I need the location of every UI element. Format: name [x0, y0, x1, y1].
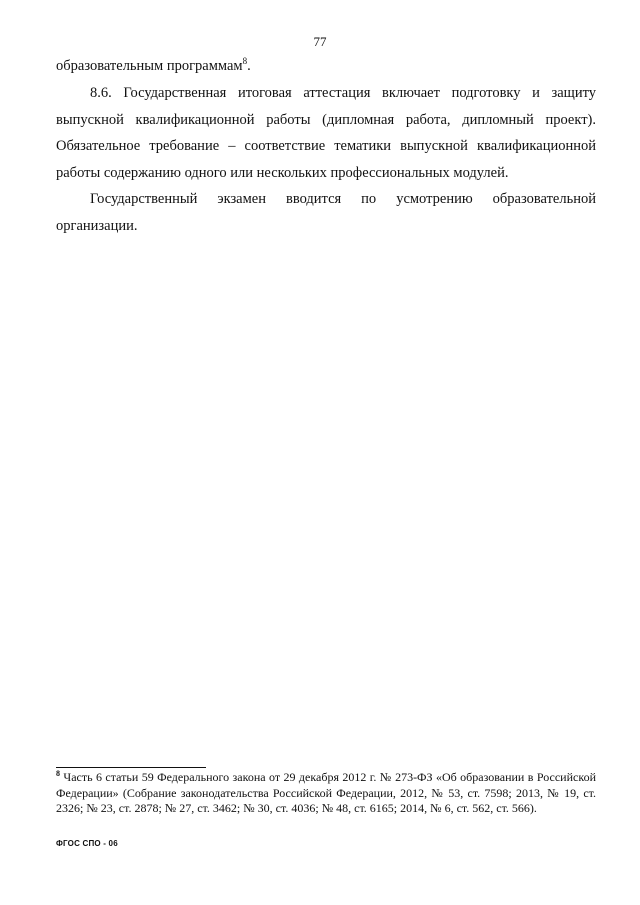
continuation-text: образовательным программам: [56, 58, 243, 74]
footnote: [56, 770, 596, 817]
main-text: [56, 80, 596, 239]
paragraph-exam: Государственный экзамен вводится по усмотрению образовательной организации.: [56, 191, 596, 234]
page-number: 77: [313, 34, 327, 49]
continuation-line: [56, 53, 596, 80]
paragraph-attestation: 8.6. Государственная итоговая аттестация включает подготовку и защиту выпускной квалификационной работы (дипломная работа, дипломный проект). Обязательное требование – соответствие тематики выпускной квалификационной работы содержанию одного или нескольких профессиональных модулей.: [56, 85, 596, 181]
footnote-separator: [56, 767, 206, 768]
footnote-mark: 8: [56, 769, 60, 778]
document-stamp: ФГОС СПО - 06: [56, 839, 118, 848]
continuation-period: .: [247, 58, 251, 74]
footnote-reference: 8: [242, 56, 248, 67]
footnote-text: Часть 6 статьи 59 Федерального закона от 29 декабря 2012 г. № 273-ФЗ «Об образовании в Российской Федерации» (Собрание законодательства Российской Федерации, 2012, № 53, ст. 7598; 2013, № 19, ст. 2326; № 23, ст. 2878; № 27, ст. 3462; № 30, ст. 4036; № 48, ст. 6165; 2014, № 6, ст. 562, ст. 566).: [56, 770, 596, 815]
